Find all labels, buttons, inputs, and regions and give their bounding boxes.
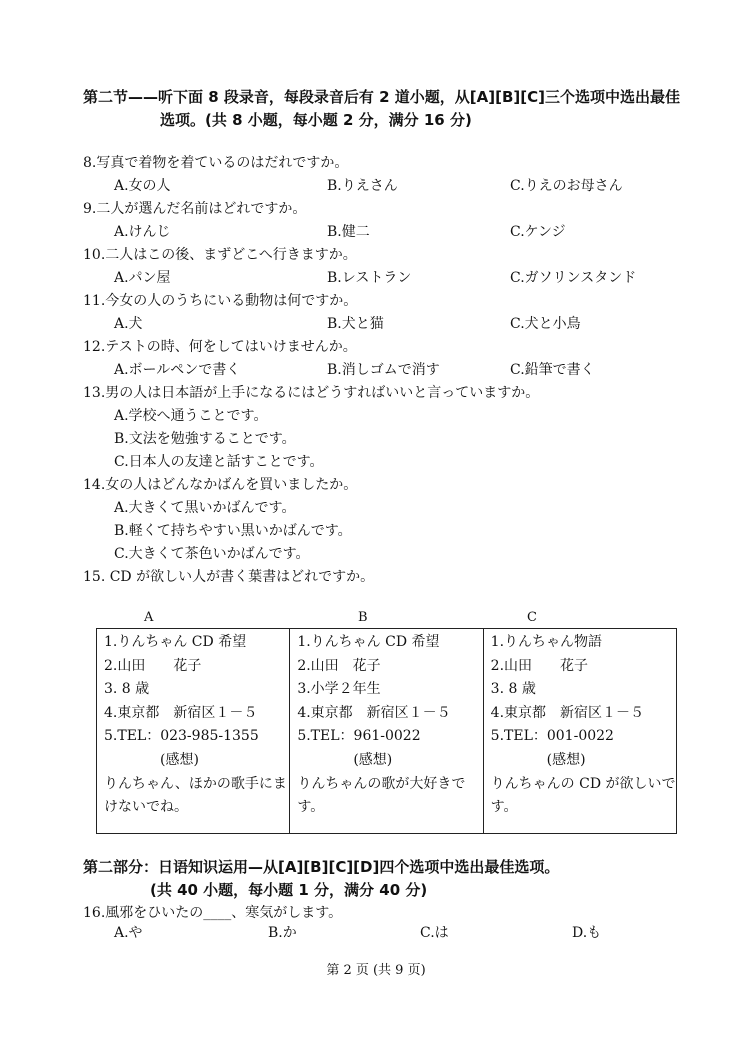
card-a-line4: 4.東京都 新宿区１－５: [104, 704, 258, 721]
card-c-line5: 5.TEL：001-0022: [490, 728, 614, 745]
q11-option-c: C.犬と小鳥: [510, 316, 581, 332]
card-b-line5: 5.TEL：961-0022: [297, 728, 421, 745]
section-header-line2: 选项。(共 8 小题，每小题 2 分，满分 16 分): [160, 111, 472, 129]
part2-header-line2: (共 40 小题，每小题 1 分，满分 40 分): [150, 881, 428, 899]
q16-option-b: B.か: [268, 925, 297, 941]
card-b-line2: 2.山田 花子: [297, 657, 381, 674]
card-b-line4: 4.東京都 新宿区１－５: [297, 704, 451, 721]
q16-option-d: D.も: [572, 925, 602, 941]
q8-option-c: C.りえのお母さん: [510, 178, 623, 194]
question-8: 8.写真で着物を着ているのはだれですか。: [83, 155, 349, 171]
card-c-heading: (感想): [546, 751, 586, 768]
q9-option-b: B.健二: [327, 224, 370, 240]
card-c-line4: 4.東京都 新宿区１－５: [490, 704, 645, 721]
card-a-comment: りんちゃん、ほかの歌手にまけないでね。: [104, 775, 287, 816]
q12-option-a: A.ボールペンで書く: [114, 362, 241, 378]
postcard-label-c: C: [527, 610, 537, 625]
question-12: 12.テストの時、何をしてはいけませんか。: [83, 339, 357, 355]
q13-option-c: C.日本人の友達と話すことです。: [114, 454, 324, 470]
card-b-line3: 3.小学２年生: [297, 681, 381, 698]
question-9: 9.二人が選んだ名前はどれですか。: [83, 201, 307, 217]
q16-option-c: C.は: [420, 925, 449, 941]
q10-option-a: A.パン屋: [114, 270, 171, 286]
question-15: 15. CD が欲しい人が書く葉書はどれですか。: [83, 569, 375, 585]
card-b-heading: (感想): [353, 751, 393, 768]
card-c-line1: 1.りんちゃん物語: [490, 634, 603, 650]
part2-header-line1: 第二部分：日语知识运用—从[A][B][C][D]四个选项中选出最佳选项。: [83, 858, 560, 876]
question-16: 16.風邪をひいたの____、寒気がします。: [83, 905, 343, 921]
card-a-line1: 1.りんちゃん CD 希望: [104, 634, 247, 650]
q16-option-a: A.や: [114, 925, 143, 941]
section-header-line1: 第二节——听下面 8 段录音，每段录音后有 2 道小题，从[A][B][C]三个选项中选出最佳: [83, 88, 680, 106]
q12-option-b: B.消しゴムで消す: [327, 362, 440, 378]
postcard-label-b: B: [358, 610, 368, 625]
question-14: 14.女の人はどんなかばんを買いましたか。: [83, 477, 358, 493]
question-13: 13.男の人は日本語が上手になるにはどうすればいいと言っていますか。: [83, 385, 540, 401]
postcard-a: [97, 629, 290, 834]
q10-option-c: C.ガソリンスタンド: [510, 270, 637, 286]
postcard-label-a: A: [144, 610, 154, 625]
card-a-line2: 2.山田 花子: [104, 657, 202, 674]
card-c-comment: りんちゃんの CD が欲しいです。: [490, 775, 676, 816]
q9-option-a: A.けんじ: [114, 224, 171, 240]
q9-option-c: C.ケンジ: [510, 224, 566, 240]
postcard-c: [483, 629, 676, 834]
postcard-b: [290, 629, 483, 834]
card-c-line3: 3. 8 歳: [490, 681, 536, 698]
postcard-table: [96, 628, 677, 834]
q10-option-b: B.レストラン: [327, 270, 412, 286]
q13-option-a: A.学校へ通うことです。: [114, 408, 268, 424]
page-number: 第 2 页 (共 9 页): [326, 963, 426, 978]
question-11: 11.今女の人のうちにいる動物は何ですか。: [83, 293, 358, 309]
q14-option-b: B.軽くて持ちやすい黒いかばんです。: [114, 523, 352, 539]
card-a-heading: (感想): [160, 751, 199, 768]
card-c-line2: 2.山田 花子: [490, 657, 589, 674]
question-10: 10.二人はこの後、まずどこへ行きますか。: [83, 247, 357, 263]
q14-option-c: C.大きくて茶色いかばんです。: [114, 546, 310, 562]
card-b-comment: りんちゃんの歌が大好きです。: [297, 775, 466, 816]
q11-option-b: B.犬と猫: [327, 316, 384, 332]
card-a-line5: 5.TEL：023-985-1355: [104, 728, 259, 745]
q8-option-a: A.女の人: [114, 178, 171, 194]
q12-option-c: C.鉛筆で書く: [510, 362, 595, 378]
q13-option-b: B.文法を勉強することです。: [114, 431, 296, 447]
q11-option-a: A.犬: [114, 316, 143, 332]
card-a-line3: 3. 8 歳: [104, 681, 150, 698]
q8-option-b: B.りえさん: [327, 178, 398, 194]
q14-option-a: A.大きくて黒いかばんです。: [114, 500, 296, 516]
card-b-line1: 1.りんちゃん CD 希望: [297, 634, 440, 650]
